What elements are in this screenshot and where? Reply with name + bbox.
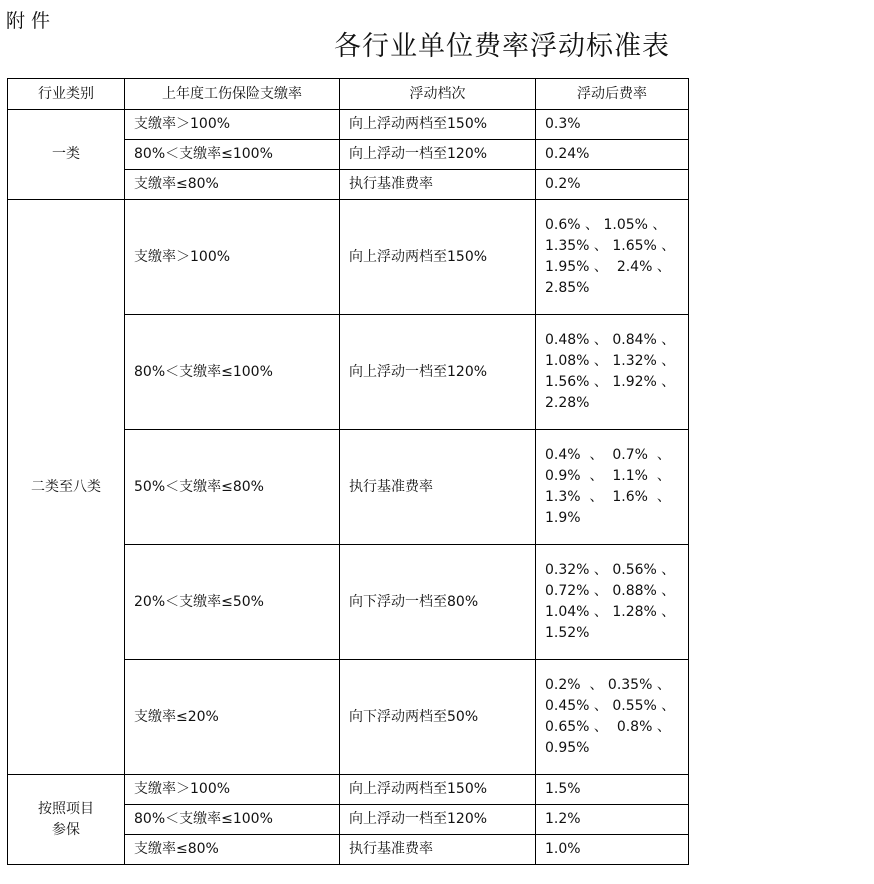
category-line: 按照项目 [38,800,94,817]
after-rate-line: 0.48% 、 0.84% 、 [545,332,676,348]
payment-rate-cell: 支缴率＞100% [125,200,340,315]
float-tier-cell: 执行基准费率 [340,430,536,545]
float-tier-cell: 执行基准费率 [340,170,536,200]
after-rate-line: 1.3% 、 1.6% 、 [545,489,671,505]
after-rate-cell [536,660,689,775]
payment-rate-cell: 支缴率≤80% [125,835,340,865]
after-rate-line: 1.52% [545,625,590,641]
page-title: 各行业单位费率浮动标准表 [334,31,670,62]
after-rate-cell [536,200,689,315]
after-rate-line: 1.0% [545,841,581,857]
after-rate-line: 2.28% [545,395,590,411]
after-rate-cell [536,430,689,545]
header-after-rate: 浮动后费率 [536,79,689,110]
after-rate-line: 1.2% [545,811,581,827]
payment-rate-cell: 50%＜支缴率≤80% [125,430,340,545]
after-rate-line: 0.4% 、 0.7% 、 [545,447,671,463]
after-rate-cell [536,140,689,170]
payment-rate-cell: 支缴率≤80% [125,170,340,200]
after-rate-line: 1.5% [545,781,581,797]
payment-rate-cell: 80%＜支缴率≤100% [125,315,340,430]
after-rate-line: 1.56% 、 1.92% 、 [545,374,676,390]
float-tier-cell: 向下浮动两档至50% [340,660,536,775]
table-row [8,775,689,805]
rate-table [7,78,689,865]
payment-rate-cell: 20%＜支缴率≤50% [125,545,340,660]
table-header-row [8,79,689,110]
category-line: 参保 [52,821,80,838]
float-tier-cell: 向上浮动两档至150% [340,200,536,315]
float-tier-cell: 向下浮动一档至80% [340,545,536,660]
after-rate-line: 0.2% 、 0.35% 、 [545,677,671,693]
float-tier-cell: 执行基准费率 [340,835,536,865]
after-rate-cell [536,170,689,200]
category-cell: 一类 [8,110,125,200]
header-float-tier: 浮动档次 [340,79,536,110]
after-rate-line: 0.6% 、 1.05% 、 [545,217,667,233]
payment-rate-cell: 80%＜支缴率≤100% [125,140,340,170]
after-rate-line: 0.24% [545,146,590,162]
after-rate-cell [536,775,689,805]
after-rate-line: 0.72% 、 0.88% 、 [545,583,676,599]
float-tier-cell: 向上浮动一档至120% [340,140,536,170]
payment-rate-cell: 80%＜支缴率≤100% [125,805,340,835]
after-rate-line: 1.04% 、 1.28% 、 [545,604,676,620]
after-rate-line: 1.95% 、 2.4% 、 [545,259,671,275]
payment-rate-cell: 支缴率≤20% [125,660,340,775]
after-rate-line: 0.95% [545,740,590,756]
header-category: 行业类别 [8,79,125,110]
after-rate-line: 0.32% 、 0.56% 、 [545,562,676,578]
after-rate-line: 0.2% [545,176,581,192]
table-row [8,110,689,140]
after-rate-cell [536,835,689,865]
after-rate-line: 1.08% 、 1.32% 、 [545,353,676,369]
after-rate-cell [536,805,689,835]
after-rate-cell [536,545,689,660]
category-cell [8,775,125,865]
attachment-label: 附 件 [6,10,51,32]
float-tier-cell: 向上浮动一档至120% [340,315,536,430]
float-tier-cell: 向上浮动两档至150% [340,775,536,805]
header-payment-rate: 上年度工伤保险支缴率 [125,79,340,110]
after-rate-cell [536,110,689,140]
after-rate-cell [536,315,689,430]
payment-rate-cell: 支缴率＞100% [125,110,340,140]
float-tier-cell: 向上浮动两档至150% [340,110,536,140]
category-cell: 二类至八类 [8,200,125,775]
after-rate-line: 1.35% 、 1.65% 、 [545,238,676,254]
table-row [8,200,689,315]
after-rate-line: 0.3% [545,116,581,132]
after-rate-line: 0.65% 、 0.8% 、 [545,719,671,735]
float-tier-cell: 向上浮动一档至120% [340,805,536,835]
after-rate-line: 0.45% 、 0.55% 、 [545,698,676,714]
after-rate-line: 0.9% 、 1.1% 、 [545,468,671,484]
after-rate-line: 1.9% [545,510,581,526]
after-rate-line: 2.85% [545,280,590,296]
payment-rate-cell: 支缴率＞100% [125,775,340,805]
